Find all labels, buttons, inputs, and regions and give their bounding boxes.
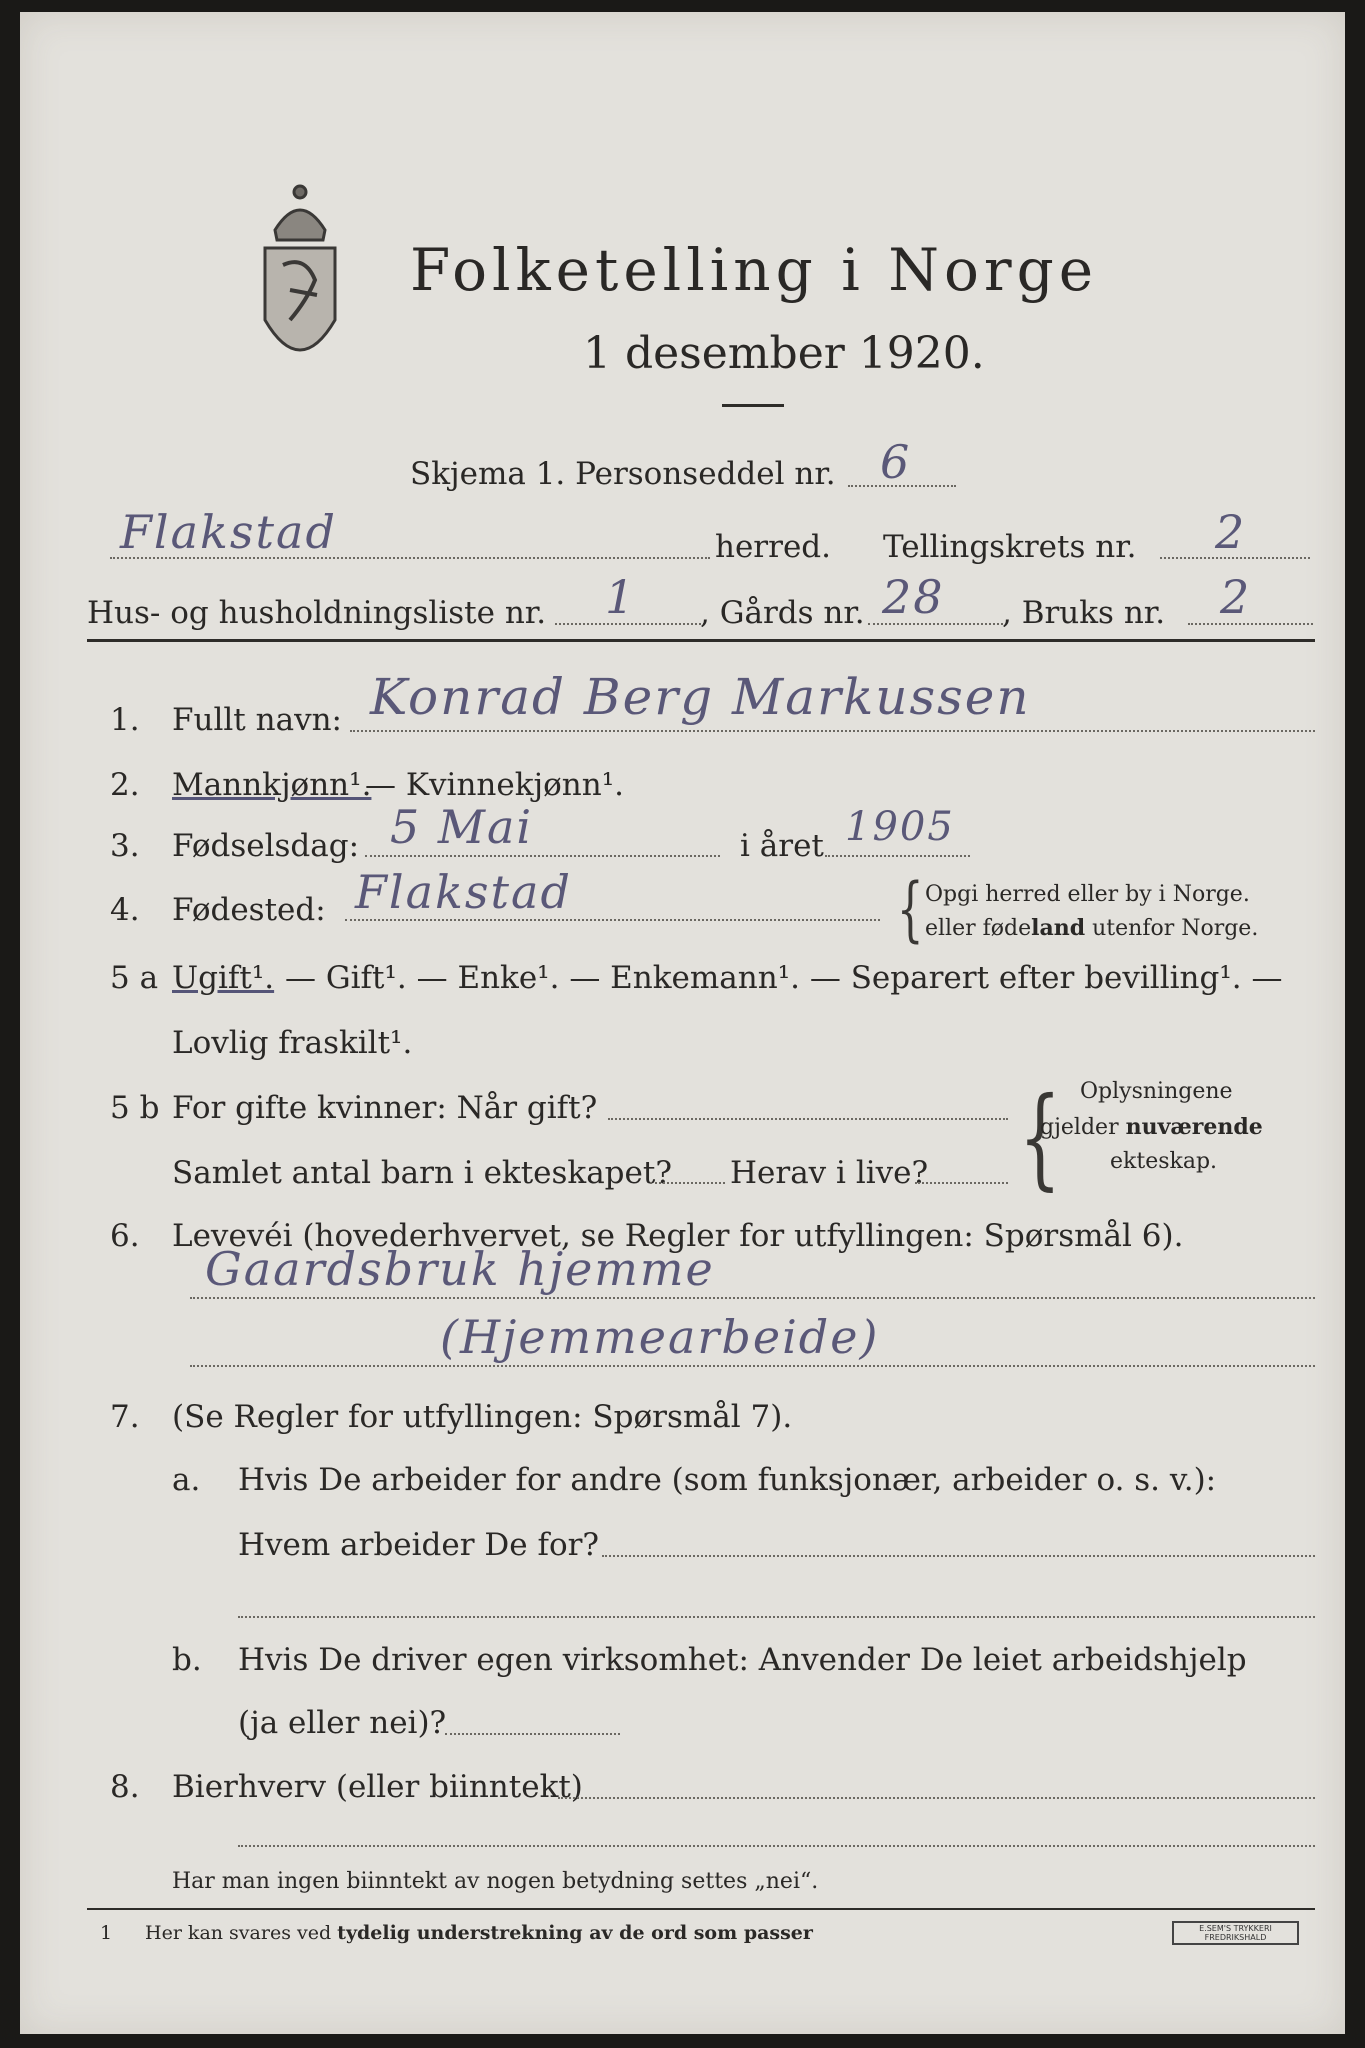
q5a-number: 5 a (110, 960, 159, 996)
q5b-line-1 (608, 1118, 1008, 1120)
gards-label: , Gårds nr. (700, 595, 865, 631)
q6-line-1 (190, 1297, 1315, 1299)
q7b-line (445, 1733, 620, 1735)
form-title: Folketelling i Norge (410, 236, 1099, 304)
q7a-line-1 (602, 1555, 1315, 1557)
q5b-number: 5 b (110, 1090, 160, 1126)
q2-number: 2. (110, 767, 140, 803)
header-rule (87, 639, 1315, 642)
birth-year-value[interactable]: 1905 (845, 804, 955, 850)
q4-note-2: eller fødeland utenfor Norge. (925, 915, 1259, 941)
q8-number: 8. (110, 1769, 140, 1805)
male-option[interactable]: Mannkjønn¹. (172, 767, 372, 803)
q4-line (345, 919, 880, 921)
q3-year-line (825, 855, 970, 857)
q5b-label-3: Herav i live? (730, 1155, 929, 1191)
divorced-option[interactable]: Lovlig fraskilt¹. (172, 1025, 413, 1061)
occupation-value-1[interactable]: Gaardsbruk hjemme (205, 1242, 715, 1296)
q5b-note-1: Oplysningene (1080, 1079, 1233, 1104)
hus-label: Hus- og husholdningsliste nr. (87, 595, 547, 631)
q5b-note-3: ekteskap. (1110, 1149, 1218, 1174)
q6-label: Levevéi (hovederhvervet, se Regler for utfyllingen: Spørsmål 6). (172, 1218, 1184, 1254)
q5b-brace: { (1019, 1073, 1061, 1201)
tellingskrets-value[interactable]: 2 (1215, 505, 1247, 559)
birthplace-value[interactable]: Flakstad (355, 865, 572, 919)
q7b-label: Hvis De driver egen virksomhet: Anvender De leiet arbeidshjelp (238, 1642, 1247, 1678)
schema-value[interactable]: 6 (880, 435, 912, 489)
q5b-line-2 (650, 1182, 725, 1184)
q5b-label-1: For gifte kvinner: Når gift? (172, 1090, 598, 1126)
q4-label: Fødested: (172, 892, 326, 928)
q7b-number: b. (172, 1642, 202, 1678)
q4-number: 4. (110, 892, 140, 928)
q8-line-2 (238, 1845, 1315, 1847)
footer-rule (87, 1908, 1315, 1910)
q7a-number: a. (172, 1462, 201, 1498)
q3-year-label: i året (740, 828, 824, 864)
q3-label: Fødselsdag: (172, 828, 360, 864)
herred-value[interactable]: Flakstad (120, 505, 337, 559)
q7a-label: Hvis De arbeider for andre (som funksjonær, arbeider o. s. v.): (238, 1462, 1217, 1498)
q7b-label-2: (ja eller nei)? (238, 1705, 447, 1741)
footnote-text: Her kan svares ved tydelig understrekning av de ord som passer (145, 1922, 813, 1944)
unmarried-option[interactable]: Ugift¹. (172, 960, 275, 996)
q5b-line-3 (915, 1182, 1008, 1184)
q7-label: (Se Regler for utfyllingen: Spørsmål 7). (172, 1399, 793, 1435)
birthday-value[interactable]: 5 Mai (390, 800, 534, 854)
q7-number: 7. (110, 1399, 140, 1435)
q5b-note-2: gjelder nuværende (1040, 1114, 1263, 1140)
coat-of-arms-icon (245, 170, 355, 380)
census-form (20, 12, 1345, 2034)
q7a-line-2 (238, 1616, 1315, 1618)
occupation-value-2[interactable]: (Hjemmearbeide) (440, 1310, 880, 1364)
q6-number: 6. (110, 1218, 140, 1254)
full-name-value[interactable]: Konrad Berg Markussen (370, 668, 1031, 726)
q8-line-1 (558, 1797, 1315, 1799)
q7a-label-2: Hvem arbeider De for? (238, 1527, 600, 1563)
q3-line (365, 855, 720, 857)
female-option[interactable]: — Kvinnekjønn¹. (365, 767, 624, 803)
q6-line-2 (190, 1365, 1315, 1367)
q4-brace: { (896, 868, 924, 950)
footer-note: Har man ingen biinntekt av nogen betydning settes „nei“. (172, 1869, 819, 1894)
q1-number: 1. (110, 702, 140, 738)
herred-label: herred. (715, 529, 831, 565)
q1-label: Fullt navn: (172, 702, 342, 738)
q3-number: 3. (110, 828, 140, 864)
bruks-label: , Bruks nr. (1002, 595, 1166, 631)
tellingskrets-label: Tellingskrets nr. (883, 529, 1137, 565)
q4-note-1: Opgi herred eller by i Norge. (925, 882, 1250, 907)
footnote-number: 1 (100, 1922, 113, 1944)
census-date: 1 desember 1920. (583, 328, 985, 379)
bruks-value[interactable]: 2 (1220, 570, 1252, 624)
q5b-label-2: Samlet antal barn i ekteskapet? (172, 1155, 672, 1191)
title-divider (722, 404, 784, 407)
printer-stamp: E.SEM'S TRYKKERI FREDRIKSHALD (1172, 1921, 1299, 1945)
gards-value[interactable]: 28 (882, 570, 945, 624)
schema-label: Skjema 1. Personseddel nr. (410, 456, 836, 492)
hus-value[interactable]: 1 (605, 570, 637, 624)
q1-line (350, 730, 1315, 732)
q8-label: Bierhverv (eller biinntekt) (172, 1769, 583, 1805)
marital-options[interactable]: — Gift¹. — Enke¹. — Enkemann¹. — Separert efter bevilling¹. — (285, 960, 1283, 996)
